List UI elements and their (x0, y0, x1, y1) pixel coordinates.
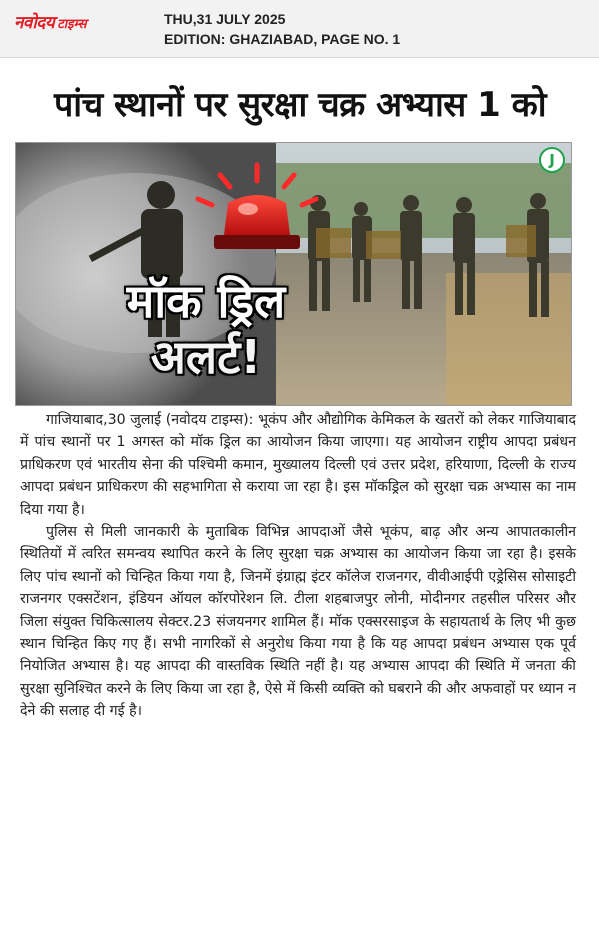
logo-sub-text: टाइम्स (57, 17, 87, 32)
photo-title-line1: मॉक ड्रिल (126, 274, 286, 328)
edition-date: THU,31 JULY 2025 (164, 11, 286, 27)
article-photo (15, 142, 572, 406)
photo-title (76, 273, 336, 385)
article-headline: पांच स्थानों पर सुरक्षा चक्र अभ्यास 1 को (53, 85, 547, 125)
source-badge-icon: J (539, 147, 565, 173)
edition-info (164, 9, 400, 49)
logo-main-text: नवोदय (14, 13, 55, 33)
photo-title-line2: अलर्ट! (150, 330, 262, 384)
edition-name: EDITION: GHAZIABAD, PAGE NO. 1 (164, 31, 401, 47)
article-body (20, 409, 576, 723)
page-header (0, 0, 599, 58)
article-paragraph-2: पुलिस से मिली जानकारी के मुताबिक विभिन्न आपदाओं जैसे भूकंप, बाढ़ और अन्य आपातकालीन स्थितियों में त्वरित समन्वय स्थापित करने के लिए सुरक्षा चक्र अभ्यास का आयोजन किया जा रहा है। इसके लिए पांच स्थानों को चिन्हित किया गया है, जिनमें इंग्राह्म इंटर कॉलेज राजनगर, वीवीआईपी एड्रेसिस सोसाइटी राजनगर एक्सटेंशन, इंडियन ऑयल कॉरपोरेशन लि. टीला शहबाजपुर लोनी, मोदीनगर तहसील परिसर और जिला संयुक्त चिकित्सालय सेक्टर.23 संजयनगर शामिल हैं। मॉक एक्सरसाइज के सहायतार्थ के लिए भी कुछ स्थान चिन्हित किए गए हैं। सभी नागरिकों से अनुरोध किया गया है कि यह आपदा प्रबंधन अभ्यास एक पूर्व नियोजित अभ्यास है। यह आपदा की वास्तविक स्थिति नहीं है। यह अभ्यास आपदा की स्थिति में जनता की सुरक्षा सुनिश्चित करने के लिए किया जा रहा है, ऐसे में किसी व्यक्ति को घबराने की और अफवाहों पर ध्यान न देने की सलाह दी गई है। (20, 524, 576, 720)
newspaper-logo[interactable] (14, 10, 87, 36)
article-paragraph-1: गाजियाबाद,30 जुलाई (नवोदय टाइम्स): भूकंप और औद्योगिक केमिकल के खतरों को लेकर गाजियाबाद में पांच स्थानों पर 1 अगस्त को मॉक ड्रिल का आयोजन किया जाएगा। यह आयोजन राष्ट्रीय आपदा प्रबंधन प्राधिकरण एवं भारतीय सेना की पश्चिमी कमान, मुख्यालय दिल्ली एवं उत्तर प्रदेश, हरियाणा, दिल्ली के राज्य आपदा प्रबंधन प्राधिकरण की सहभागिता से कराया जा रहा है। इस मॉकड्रिल को सुरक्षा चक्र अभ्यास का नाम दिया गया है। (20, 412, 576, 518)
